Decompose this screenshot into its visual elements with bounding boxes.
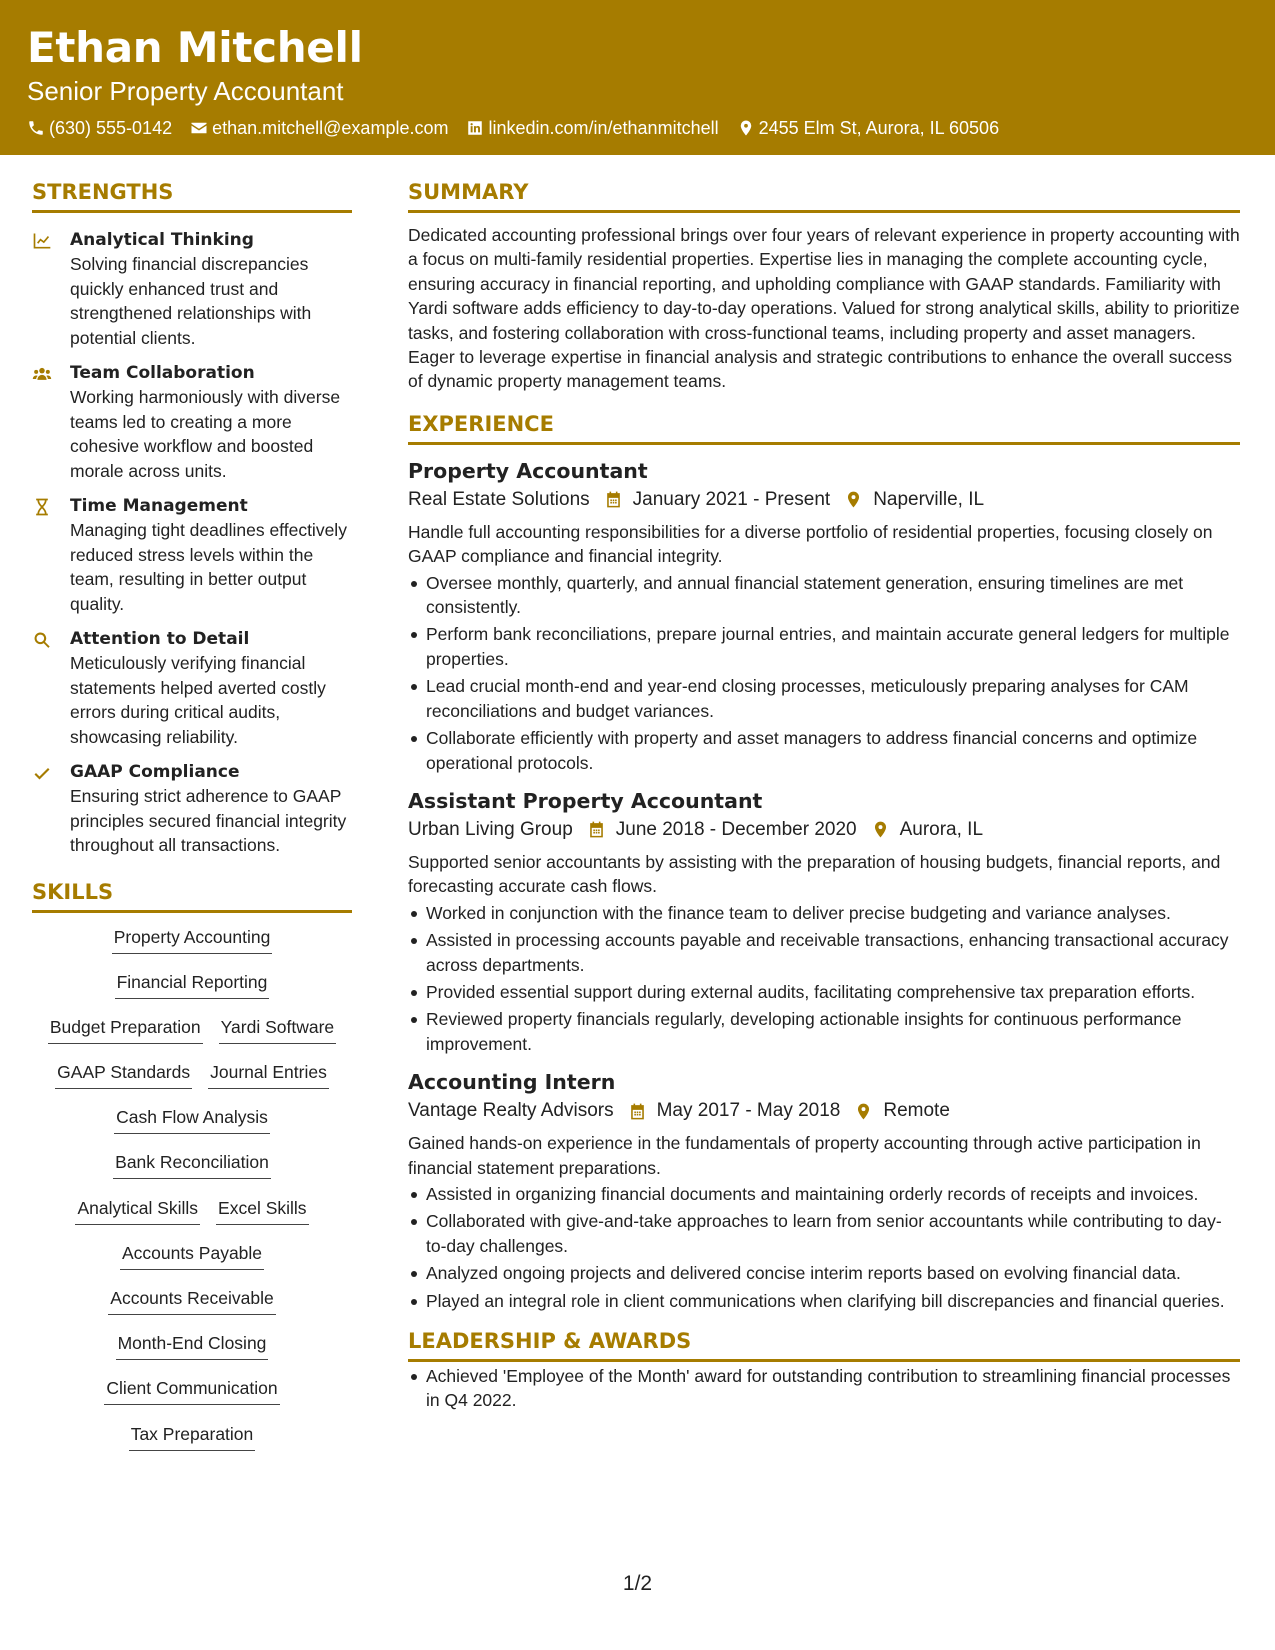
strength-item <box>32 628 352 749</box>
location-pin-icon <box>871 820 890 839</box>
job-meta <box>408 815 1240 845</box>
candidate-name: Ethan Mitchell <box>27 23 363 72</box>
skill-tag: GAAP Standards <box>55 1060 192 1089</box>
strengths-heading: STRENGTHS <box>32 178 352 213</box>
skill-tag: Journal Entries <box>208 1060 329 1089</box>
right-column <box>408 178 1240 1416</box>
job-company: Vantage Realty Advisors <box>408 1100 614 1122</box>
job-role: Assistant Property Accountant <box>408 788 763 813</box>
resume-header <box>0 0 1275 155</box>
job-entry <box>408 787 1240 1056</box>
strength-title: Team Collaboration <box>70 363 255 383</box>
strength-desc: Ensuring strict adherence to GAAP principles secured financial integrity throughout all transactions. <box>70 786 347 855</box>
skill-tag: Accounts Receivable <box>108 1286 275 1315</box>
job-dates: January 2021 - Present <box>632 488 831 510</box>
job-role: Property Accountant <box>408 458 648 483</box>
strength-desc: Meticulously verifying financial statements helped averted costly errors during critical audits, showcasing reliability. <box>70 653 326 747</box>
skill-tag: Cash Flow Analysis <box>114 1105 270 1134</box>
job-meta <box>408 485 1240 515</box>
list-item: Worked in conjunction with the finance team to deliver precise budgeting and variance analyses. <box>408 901 1240 925</box>
skill-row <box>40 1015 344 1060</box>
strength-title: Analytical Thinking <box>70 230 254 250</box>
strength-title: Attention to Detail <box>70 629 250 649</box>
users-icon <box>32 364 52 384</box>
strength-item <box>32 362 352 483</box>
leadership-heading: LEADERSHIP & AWARDS <box>408 1327 1240 1362</box>
linkedin-icon <box>466 119 484 137</box>
calendar-icon <box>587 820 606 839</box>
contact-bar <box>27 116 1248 140</box>
phone-icon <box>27 119 45 137</box>
job-meta <box>408 1096 1240 1126</box>
strength-desc: Solving financial discrepancies quickly enhanced trust and strengthened relationships with potential clients. <box>70 254 312 348</box>
location-pin-icon <box>737 119 755 137</box>
skill-tag: Yardi Software <box>219 1015 336 1044</box>
list-item: Perform bank reconciliations, prepare journal entries, and maintain accurate general ledgers for multiple properties. <box>408 622 1240 671</box>
job-bullets <box>408 1182 1240 1313</box>
list-item: Lead crucial month-end and year-end closing processes, meticulously preparing analyses for CAM reconciliations and budget variances. <box>408 674 1240 723</box>
experience-heading: EXPERIENCE <box>408 410 1240 445</box>
location-pin-icon <box>854 1102 873 1121</box>
list-item: Analyzed ongoing projects and delivered concise interim reports based on evolving financial data. <box>408 1261 1240 1285</box>
list-item: Assisted in processing accounts payable and receivable transactions, enhancing transactional accuracy across departments. <box>408 928 1240 977</box>
checkmark-icon <box>32 763 52 783</box>
contact-phone <box>27 116 172 140</box>
skill-tag: Property Accounting <box>112 925 273 954</box>
calendar-icon <box>628 1102 647 1121</box>
skill-row <box>106 1105 278 1150</box>
location-pin-icon <box>844 490 863 509</box>
leadership-list <box>408 1364 1240 1413</box>
envelope-icon <box>190 119 208 137</box>
strength-desc: Working harmoniously with diverse teams led to creating a more cohesive workflow and boosted morale across units. <box>70 387 341 481</box>
skill-row <box>108 1331 277 1376</box>
contact-linkedin[interactable] <box>466 116 718 140</box>
list-item: Assisted in organizing financial documents and maintaining orderly records of receipts and invoices. <box>408 1182 1240 1206</box>
list-item: Played an integral role in client communications when clarifying bill discrepancies and financial queries. <box>408 1289 1240 1313</box>
skill-row <box>67 1196 316 1241</box>
skill-row <box>104 925 281 970</box>
skill-tag: Financial Reporting <box>115 970 270 999</box>
list-item: Reviewed property financials regularly, developing actionable insights for continuous performance improvement. <box>408 1007 1240 1056</box>
contact-address <box>737 116 1000 140</box>
skill-row <box>100 1286 283 1331</box>
job-description: Gained hands-on experience in the fundamentals of property accounting through active participation in financial statement preparations. <box>408 1133 1201 1178</box>
job-location: Aurora, IL <box>899 818 984 840</box>
phone-text: (630) 555-0142 <box>49 118 173 138</box>
list-item: Provided essential support during external audits, facilitating comprehensive tax preparation efforts. <box>408 980 1240 1004</box>
strength-item <box>32 229 352 350</box>
skills-list <box>32 925 352 1467</box>
skill-row <box>47 1060 337 1105</box>
skill-row <box>112 1241 272 1286</box>
skill-tag: Budget Preparation <box>48 1015 203 1044</box>
list-item: Collaborated with give-and-take approaches to learn from senior accountants while contributing to day-to-day challenges. <box>408 1209 1240 1258</box>
email-text[interactable]: ethan.mitchell@example.com <box>212 118 449 138</box>
skill-row <box>121 1422 264 1467</box>
summary-heading: SUMMARY <box>408 178 1240 213</box>
job-dates: May 2017 - May 2018 <box>656 1100 841 1122</box>
job-bullets <box>408 901 1240 1056</box>
skill-tag: Accounts Payable <box>120 1241 264 1270</box>
page-number: 1/2 <box>622 1572 653 1595</box>
job-company: Urban Living Group <box>408 818 573 840</box>
strength-title: GAAP Compliance <box>70 762 240 782</box>
job-location: Remote <box>883 1100 950 1122</box>
linkedin-text[interactable]: linkedin.com/in/ethanmitchell <box>488 118 719 138</box>
skill-row <box>107 970 278 1015</box>
candidate-title: Senior Property Accountant <box>27 76 344 106</box>
skills-heading: SKILLS <box>32 878 352 913</box>
calendar-icon <box>604 490 623 509</box>
job-entry <box>408 457 1240 775</box>
job-company: Real Estate Solutions <box>408 488 590 510</box>
hourglass-icon <box>32 497 52 517</box>
list-item: Oversee monthly, quarterly, and annual financial statement generation, ensuring timelines are met consistently. <box>408 571 1240 620</box>
skill-tag: Excel Skills <box>216 1196 309 1225</box>
left-column <box>32 178 352 1467</box>
search-icon <box>32 630 52 650</box>
job-role: Accounting Intern <box>408 1070 616 1095</box>
job-entry <box>408 1068 1240 1313</box>
skill-tag: Bank Reconciliation <box>113 1150 271 1179</box>
skill-tag: Tax Preparation <box>129 1422 256 1451</box>
job-description: Handle full accounting responsibilities for a diverse portfolio of residential properties, focusing closely on GAAP compliance and financial integrity. <box>408 521 1213 567</box>
job-description: Supported senior accountants by assisting with the preparation of housing budgets, financial reports, and forecasting accurate cash flows. <box>408 851 1221 897</box>
strength-item <box>32 495 352 616</box>
skill-row <box>105 1150 279 1195</box>
job-dates: June 2018 - December 2020 <box>615 818 857 840</box>
strengths-list <box>32 229 352 858</box>
address-text: 2455 Elm St, Aurora, IL 60506 <box>758 118 1000 138</box>
strength-desc: Managing tight deadlines effectively reduced stress levels within the team, resulting in better output quality. <box>70 520 347 614</box>
skill-tag: Analytical Skills <box>75 1196 200 1225</box>
skill-tag: Month-End Closing <box>116 1331 269 1360</box>
summary-text: Dedicated accounting professional brings over four years of relevant experience in property accounting with a focus on multi-family residential properties. Expertise lies in managing the complete accounting cycle, ensuring accuracy in financial reporting, and upholding compliance with GAAP standards. Familiarity with Yardi software adds efficiency to day-to-day operations. Valued for strong analytical skills, ability to prioritize tasks, and fostering collaboration with cross-functional teams, including property and asset managers. Eager to leverage expertise in financial analysis and strategic contributions to enhance the overall success of dynamic property management teams. <box>408 225 1240 392</box>
chart-line-icon <box>32 231 52 251</box>
list-item: Collaborate efficiently with property and asset managers to address financial concerns and optimize operational protocols. <box>408 726 1240 775</box>
skill-row <box>96 1376 287 1421</box>
job-bullets <box>408 571 1240 775</box>
list-item: Achieved 'Employee of the Month' award for outstanding contribution to streamlining financial processes in Q4 2022. <box>408 1364 1240 1413</box>
strength-title: Time Management <box>70 496 248 516</box>
skill-tag: Client Communication <box>104 1376 279 1405</box>
job-location: Naperville, IL <box>873 488 985 510</box>
contact-email[interactable] <box>190 116 448 140</box>
strength-item <box>32 761 352 858</box>
